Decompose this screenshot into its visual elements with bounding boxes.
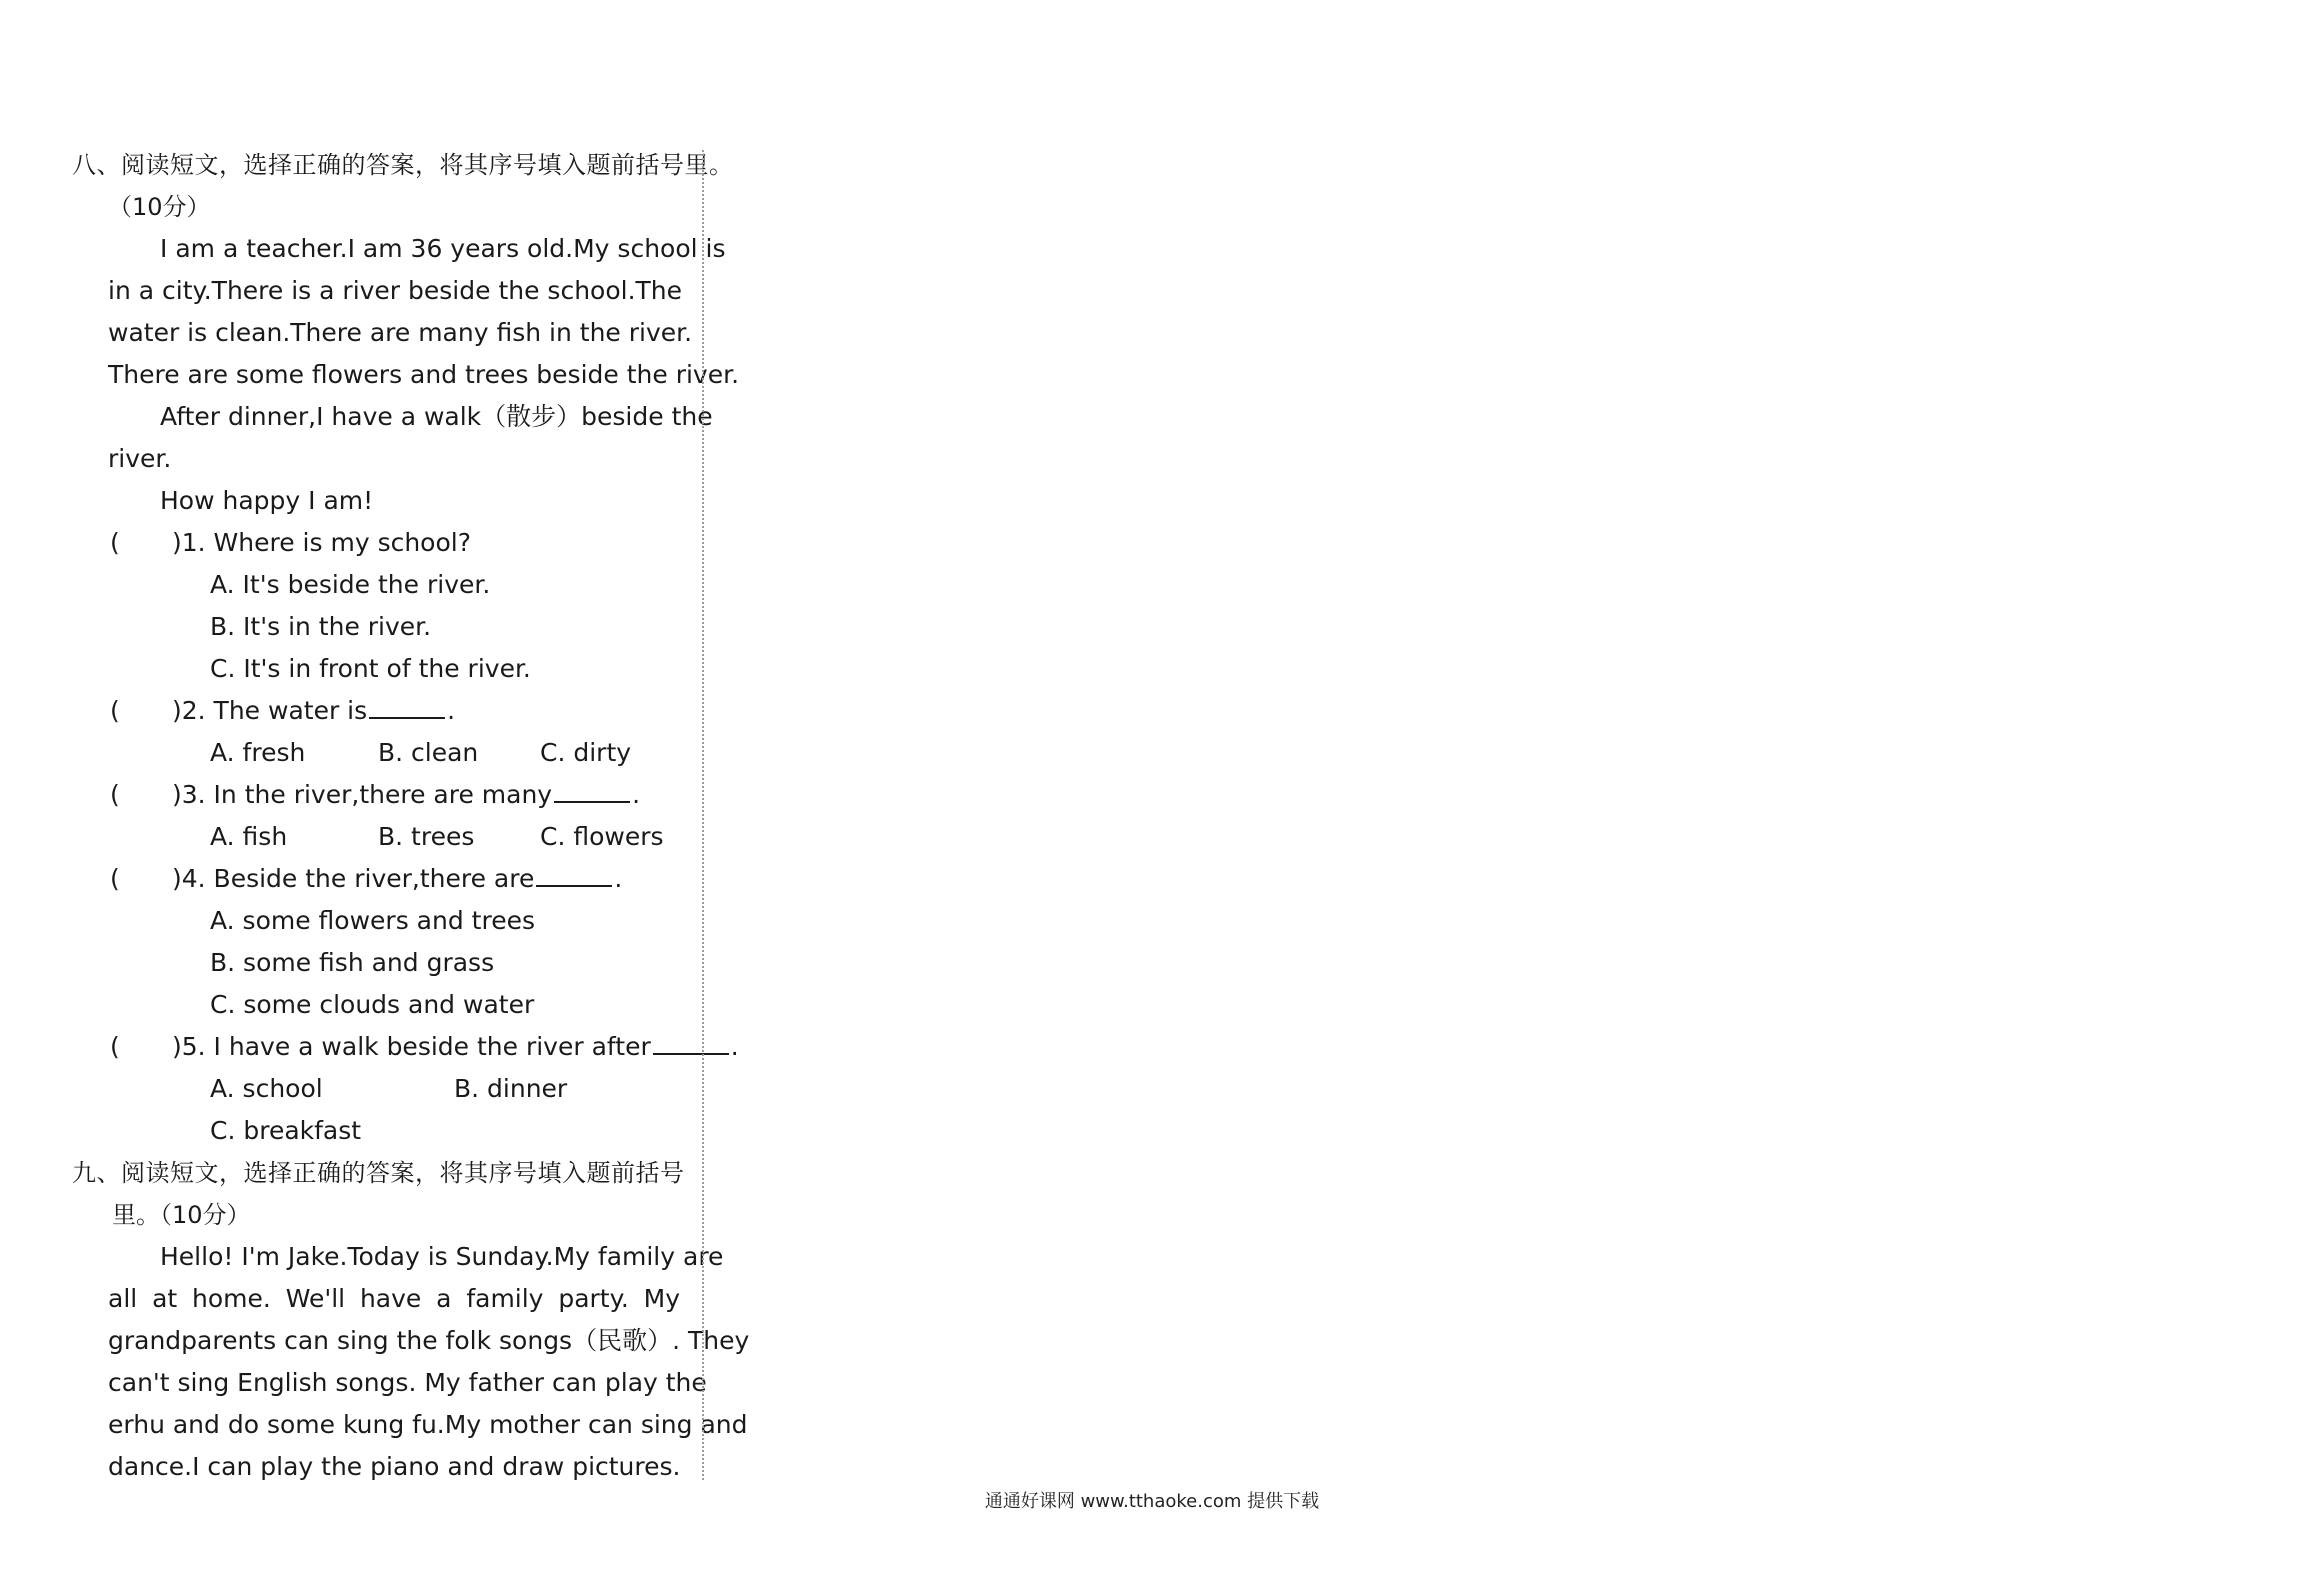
q2-option-c: C. dirty [540,738,632,767]
section8-passage-line: After dinner,I have a walk（散步）beside the [160,402,713,431]
section8-passage-line: river. [108,444,172,473]
section9-heading: 九、阅读短文，选择正确的答案，将其序号填入题前括号 [72,1159,685,1187]
question-2 [172,696,455,726]
question-3-end: . [632,780,641,809]
q3-option-b: B. trees [378,822,475,851]
question-1: )1. Where is my school? [172,528,471,557]
q4-option-b: B. some fish and grass [210,948,495,977]
section9-passage-line: all at home. We'll have a family party. My [108,1284,680,1313]
question-4 [172,864,622,894]
section9-passage-line: grandparents can sing the folk songs（民歌）. They [108,1326,750,1355]
answer-paren[interactable]: ( [110,780,120,809]
column-divider [702,150,704,1480]
answer-paren[interactable]: ( [110,864,120,893]
q3-option-a: A. fish [210,822,288,851]
q2-option-b: B. clean [378,738,479,767]
question-4-text: )4. Beside the river,there are [172,864,535,893]
q4-option-a: A. some flowers and trees [210,906,535,935]
q3-option-c: C. flowers [540,822,664,851]
question-3 [172,780,640,810]
section9-passage-line: dance.I can play the piano and draw pictures. [108,1452,681,1481]
section8-passage-line: There are some flowers and trees beside the river. [108,360,740,389]
question-5 [172,1032,739,1062]
answer-paren[interactable]: ( [110,696,120,725]
answer-blank [536,867,612,887]
q1-option-a: A. It's beside the river. [210,570,491,599]
section9-passage-line: erhu and do some kung fu.My mother can sing and [108,1410,748,1439]
section9-passage-line: Hello! I'm Jake.Today is Sunday.My family are [160,1242,724,1271]
q1-option-b: B. It's in the river. [210,612,432,641]
question-2-end: . [447,696,456,725]
question-3-text: )3. In the river,there are many [172,780,553,809]
section8-passage-line: How happy I am! [160,486,374,515]
q1-option-c: C. It's in front of the river. [210,654,531,683]
q4-option-c: C. some clouds and water [210,990,535,1019]
question-5-end: . [730,1032,739,1061]
section8-passage-line: in a city.There is a river beside the school.The [108,276,683,305]
footer-watermark: 通通好课网 www.tthaoke.com 提供下载 [984,1491,1320,1512]
section9-passage-line: can't sing English songs. My father can play the [108,1368,707,1397]
section8-passage-line: water is clean.There are many fish in the river. [108,318,693,347]
answer-paren[interactable]: ( [110,1032,120,1061]
q2-option-a: A. fresh [210,738,306,767]
q5-option-c: C. breakfast [210,1116,362,1145]
section8-heading: 八、阅读短文，选择正确的答案，将其序号填入题前括号里。 [72,151,734,179]
answer-blank [653,1035,729,1055]
answer-paren[interactable]: ( [110,528,120,557]
answer-blank [554,783,630,803]
question-2-text: )2. The water is [172,696,368,725]
answer-blank [369,699,445,719]
question-4-end: . [614,864,623,893]
section8-passage-line: I am a teacher.I am 36 years old.My school is [160,234,726,263]
exam-column [0,0,750,1595]
question-5-text: )5. I have a walk beside the river after [172,1032,651,1061]
section8-score: （10分） [108,193,211,221]
q5-option-a: A. school [210,1074,323,1103]
q5-option-b: B. dinner [454,1074,568,1103]
section9-heading-cont: 里。（10分） [112,1201,251,1229]
